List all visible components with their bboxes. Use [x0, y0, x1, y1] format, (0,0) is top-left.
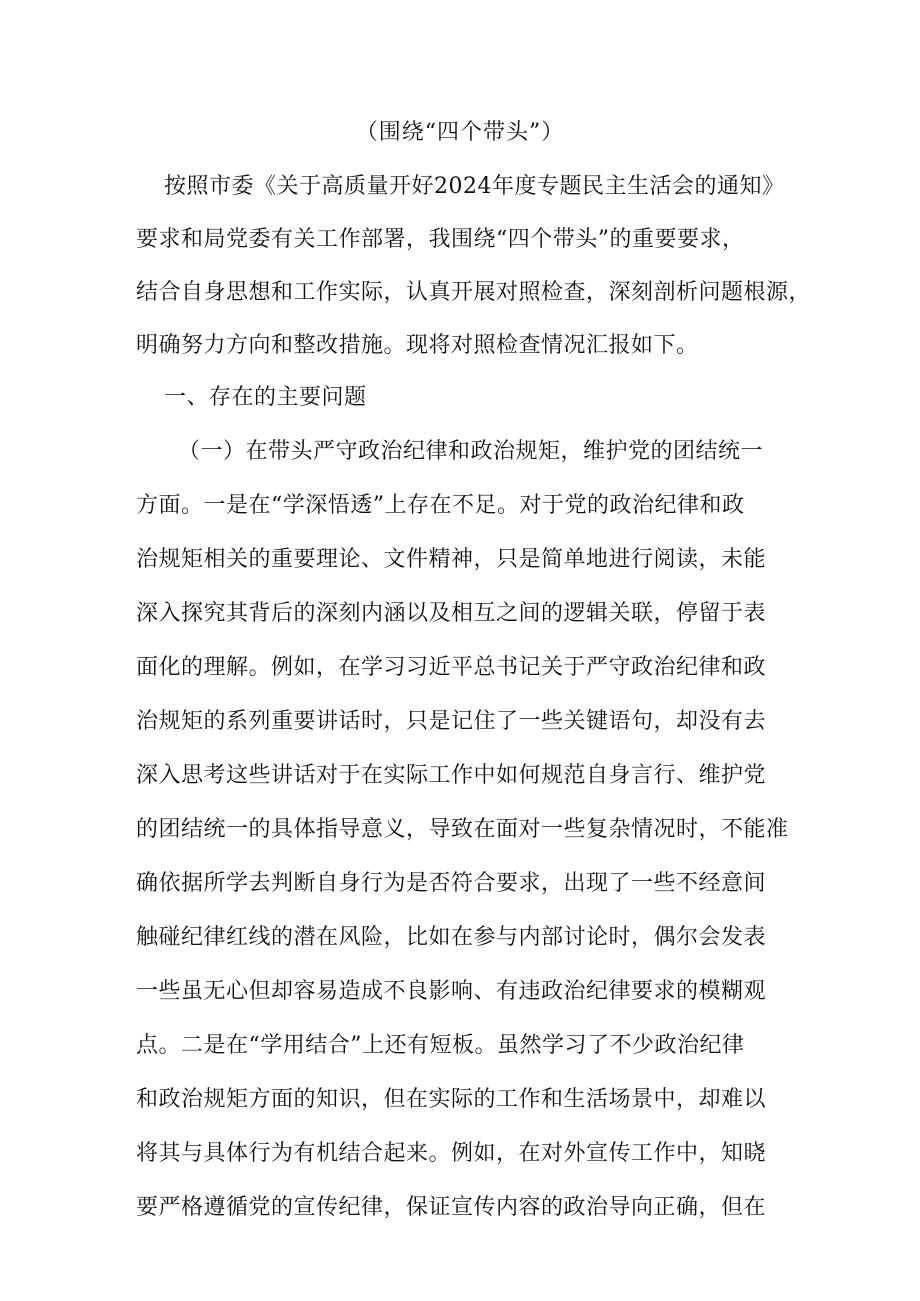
body-line: 触碰纪律红线的潜在风险，比如在参与内部讨论时，偶尔会发表	[136, 925, 767, 950]
body-line: 和政治规矩方面的知识，但在实际的工作和生活场景中，却难以	[136, 1087, 767, 1112]
intro-line: 明确努力方向和整改措施。现将对照检查情况汇报如下。	[136, 333, 699, 358]
body-line: 将其与具体行为有机结合起来。例如，在对外宣传工作中，知晓	[136, 1141, 767, 1166]
intro-line: 按照市委《关于高质量开好2024年度专题民主生活会的通知》	[164, 174, 785, 199]
body-line: 治规矩相关的重要理论、文件精神，只是简单地进行阅读，未能	[136, 547, 767, 572]
body-line: 治规矩的系列重要讲话时，只是记住了一些关键语句，却没有去	[136, 709, 767, 734]
body-line: 深入探究其背后的深刻内涵以及相互之间的逻辑关联，停留于表	[136, 601, 767, 626]
section-heading: 一、存在的主要问题	[164, 385, 367, 410]
body-line: 深入思考这些讲话对于在实际工作中如何规范自身言行、维护党	[136, 763, 767, 788]
intro-line: 结合自身思想和工作实际，认真开展对照检查，深刻剖析问题根源，	[136, 280, 812, 305]
body-line: 点。二是在“学用结合”上还有短板。虽然学习了不少政治纪律	[136, 1033, 745, 1058]
body-line: 方面。一是在“学深悟透”上存在不足。对于党的政治纪律和政	[136, 493, 745, 518]
document-subtitle: （围绕“四个带头”）	[355, 120, 565, 145]
body-line: 确依据所学去判断自身行为是否符合要求，出现了一些不经意间	[136, 871, 767, 896]
body-line: 一些虽无心但却容易造成不良影响、有违政治纪律要求的模糊观	[136, 979, 767, 1004]
body-line: （一）在带头严守政治纪律和政治规矩，维护党的团结统一	[178, 439, 764, 464]
intro-line: 要求和局党委有关工作部署，我围绕“四个带头”的重要要求，	[136, 227, 745, 252]
body-line: 要严格遵循党的宣传纪律，保证宣传内容的政治导向正确，但在	[136, 1195, 767, 1220]
body-line: 的团结统一的具体指导意义，导致在面对一些复杂情况时，不能准	[136, 817, 789, 842]
body-line: 面化的理解。例如，在学习习近平总书记关于严守政治纪律和政	[136, 655, 767, 680]
